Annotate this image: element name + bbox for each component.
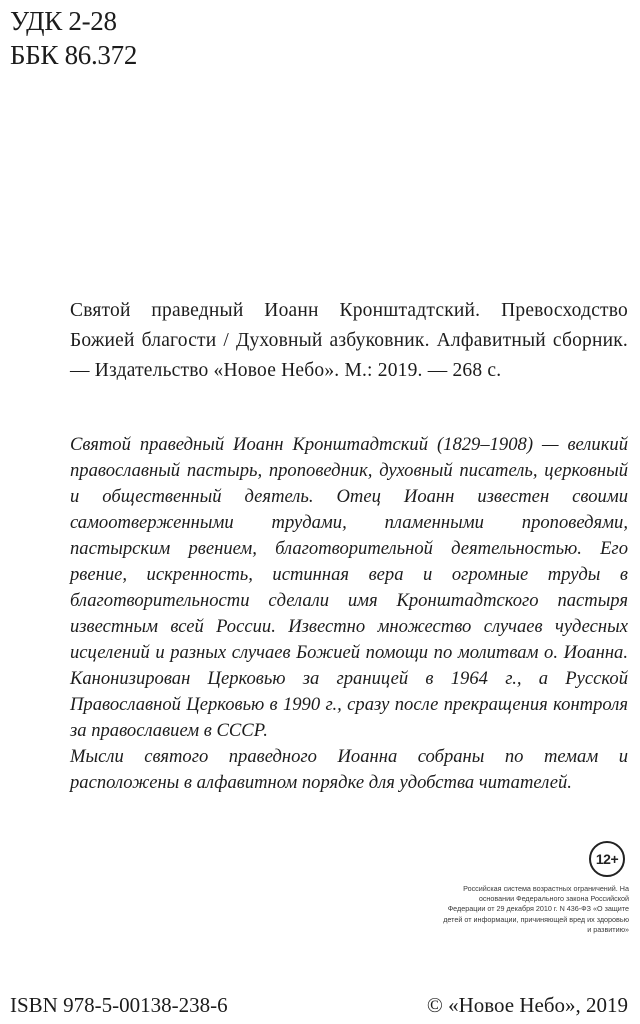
annotation-paragraph: Святой праведный Иоанн Кронштадтский (1829–1908) — великий православный пастырь, проповедник, духовный писатель, церковный и общественный деятель. Отец Иоанн известен своими самоотверженными трудами, пламенными проповедями, пастырским рвением, благотворительной деятельностью. Его рвение, искренность, истинная вера и огромные труды в благотворительности сделали имя Кронштадтского пастыря известным всей России. Известно множество случаев чудесных исцелений и разных случаев Божией помощи по молитвам о. Иоанна. Канонизирован Церковью за границей в 1964 г., а Русской Православной Церковью в 1990 г., сразу после прекращения контроля за православием в СССР. — [70, 434, 628, 741]
age-rating-badge: 12+ — [589, 841, 625, 877]
age-rating-notice: Российская система возрастных ограничений. На основании Федерального закона Российской Федерации от 29 декабря 2010 г. N 436-ФЗ «О защите детей от информации, причиняющей вред их здоровью и развитию» — [443, 884, 629, 934]
annotation-paragraph: Мысли святого праведного Иоанна собраны по темам и расположены в алфавитном порядке для удобства читателей. — [70, 746, 628, 793]
isbn: ISBN 978-5-00138-238-6 — [10, 993, 228, 1017]
udk-code: УДК 2-28 — [10, 6, 117, 36]
bbk-code: ББК 86.372 — [10, 40, 138, 70]
bibliographic-entry: Святой праведный Иоанн Кронштадтский. Превосходство Божией благости / Духовный азбуковник. Алфавитный сборник. — Издательство «Новое Небо». М.: 2019. — 268 с. — [70, 300, 628, 381]
copyright-notice: © «Новое Небо», 2019 — [426, 993, 628, 1017]
classification-codes — [10, 4, 137, 72]
annotation — [70, 432, 628, 796]
